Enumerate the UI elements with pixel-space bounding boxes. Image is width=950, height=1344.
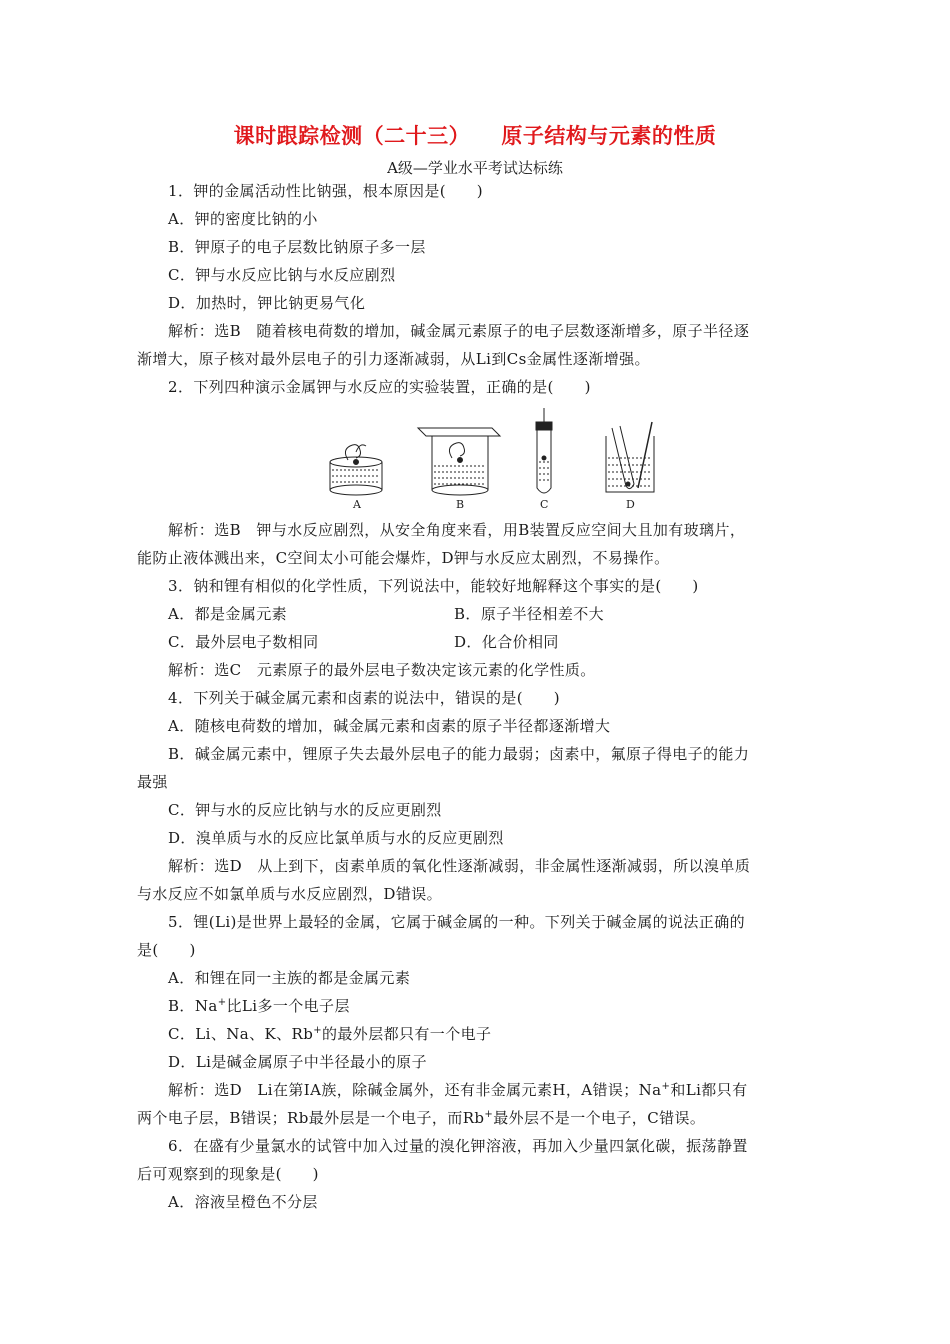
q5-answer2-text: 两个电子层，B错误；Rb最外层是一个电子，而Rb	[137, 1109, 485, 1127]
label-b: B	[456, 498, 465, 511]
q4-option-b-line1: B．碱金属元素中，锂原子失去最外层电子的能力最弱；卤素中，氟原子得电子的能力	[168, 745, 750, 763]
q5-answer-line2	[137, 1108, 705, 1128]
q3-answer: 解析：选C 元素原子的最外层电子数决定该元素的化学性质。	[168, 661, 596, 679]
q1-option-c: C．钾与水反应比钠与水反应剧烈	[168, 266, 396, 284]
q4-answer-line1: 解析：选D 从上到下，卤素单质的氧化性逐渐减弱，非金属性逐渐减弱，所以溴单质	[168, 857, 751, 875]
q5-option-c-text: C．Li、Na、K、Rb	[168, 1025, 314, 1043]
section-subtitle: A级—学业水平考试达标练	[387, 159, 563, 177]
q3-option-c: C．最外层电子数相同	[168, 633, 319, 651]
charge-sup: +	[484, 1109, 494, 1120]
apparatus-a-basin	[330, 445, 382, 495]
q6-stem-line1: 6．在盛有少量氯水的试管中加入过量的溴化钾溶液，再加入少量四氯化碳，振荡静置	[168, 1137, 748, 1155]
q4-option-c: C．钾与水的反应比钠与水的反应更剧烈	[168, 801, 442, 819]
q5-stem-line2: 是( )	[137, 941, 196, 959]
apparatus-b-covered-basin	[418, 428, 500, 495]
apparatus-c-test-tube	[536, 408, 552, 493]
charge-sup: +	[313, 1025, 322, 1036]
q1-option-b: B．钾原子的电子层数比钠原子多一层	[168, 238, 426, 256]
apparatus-d-beaker	[606, 422, 654, 492]
q5-answer-rest: 和Li都只有	[670, 1081, 748, 1099]
q6-option-a: A．溶液呈橙色不分层	[168, 1193, 318, 1211]
charge-sup: +	[217, 997, 227, 1008]
q1-answer-line2: 渐增大，原子核对最外层电子的引力逐渐减弱，从Li到Cs金属性逐渐增强。	[137, 350, 650, 368]
q2-stem: 2．下列四种演示金属钾与水反应的实验装置，正确的是( )	[168, 378, 591, 396]
q6-stem-line2: 后可观察到的现象是( )	[137, 1165, 319, 1183]
page-title: 课时跟踪检测（二十三） 原子结构与元素的性质	[233, 124, 717, 148]
q4-stem: 4．下列关于碱金属元素和卤素的说法中，错误的是( )	[168, 689, 561, 707]
q2-answer-line2: 能防止液体溅出来，C空间太小可能会爆炸，D钾与水反应太剧烈，不易操作。	[137, 549, 670, 567]
q1-option-d: D．加热时，钾比钠更易气化	[168, 294, 366, 312]
q3-stem: 3．钠和锂有相似的化学性质，下列说法中，能较好地解释这个事实的是( )	[168, 577, 699, 595]
q1-stem: 1．钾的金属活动性比钠强，根本原因是( )	[168, 182, 484, 200]
q5-answer-text: 解析：选D Li在第ⅠA族，除碱金属外，还有非金属元素H，A错误；Na	[168, 1081, 662, 1099]
q5-option-b	[168, 996, 350, 1016]
q4-option-b-line2: 最强	[137, 773, 168, 791]
q5-option-c	[168, 1024, 491, 1044]
q5-option-d: D．Li是碱金属原子中半径最小的原子	[168, 1053, 427, 1071]
label-d: D	[626, 498, 635, 511]
q5-option-b-text: B．Na	[168, 997, 218, 1015]
q5-option-a: A．和锂在同一主族的都是金属元素	[168, 969, 411, 987]
q5-option-c-rest: 的最外层都只有一个电子	[322, 1025, 492, 1043]
charge-sup: +	[661, 1081, 671, 1092]
label-a: A	[353, 498, 361, 511]
q1-option-a: A．钾的密度比钠的小	[168, 210, 318, 228]
q5-answer2-rest: 最外层不是一个电子，C错误。	[493, 1109, 706, 1127]
apparatus-figure	[320, 408, 660, 514]
label-c: C	[540, 498, 549, 511]
q5-answer-line1	[168, 1080, 747, 1100]
q4-option-a: A．随核电荷数的增加，碱金属元素和卤素的原子半径都逐渐增大	[168, 717, 611, 735]
q3-option-a: A．都是金属元素	[168, 605, 288, 623]
q3-option-b: B．原子半径相差不大	[454, 605, 605, 623]
q5-stem-line1: 5．锂(Li)是世界上最轻的金属，它属于碱金属的一种。下列关于碱金属的说法正确的	[168, 913, 746, 931]
q5-option-b-rest: 比Li多一个电子层	[226, 997, 350, 1015]
q3-option-d: D．化合价相同	[454, 633, 559, 651]
q4-answer-line2: 与水反应不如氯单质与水反应剧烈，D错误。	[137, 885, 443, 903]
q1-answer-line1: 解析：选B 随着核电荷数的增加，碱金属元素原子的电子层数逐渐增多，原子半径逐	[168, 322, 750, 340]
q4-option-d: D．溴单质与水的反应比氯单质与水的反应更剧烈	[168, 829, 504, 847]
q2-answer-line1: 解析：选B 钾与水反应剧烈，从安全角度来看，用B装置反应空间大且加有玻璃片，	[168, 521, 746, 539]
